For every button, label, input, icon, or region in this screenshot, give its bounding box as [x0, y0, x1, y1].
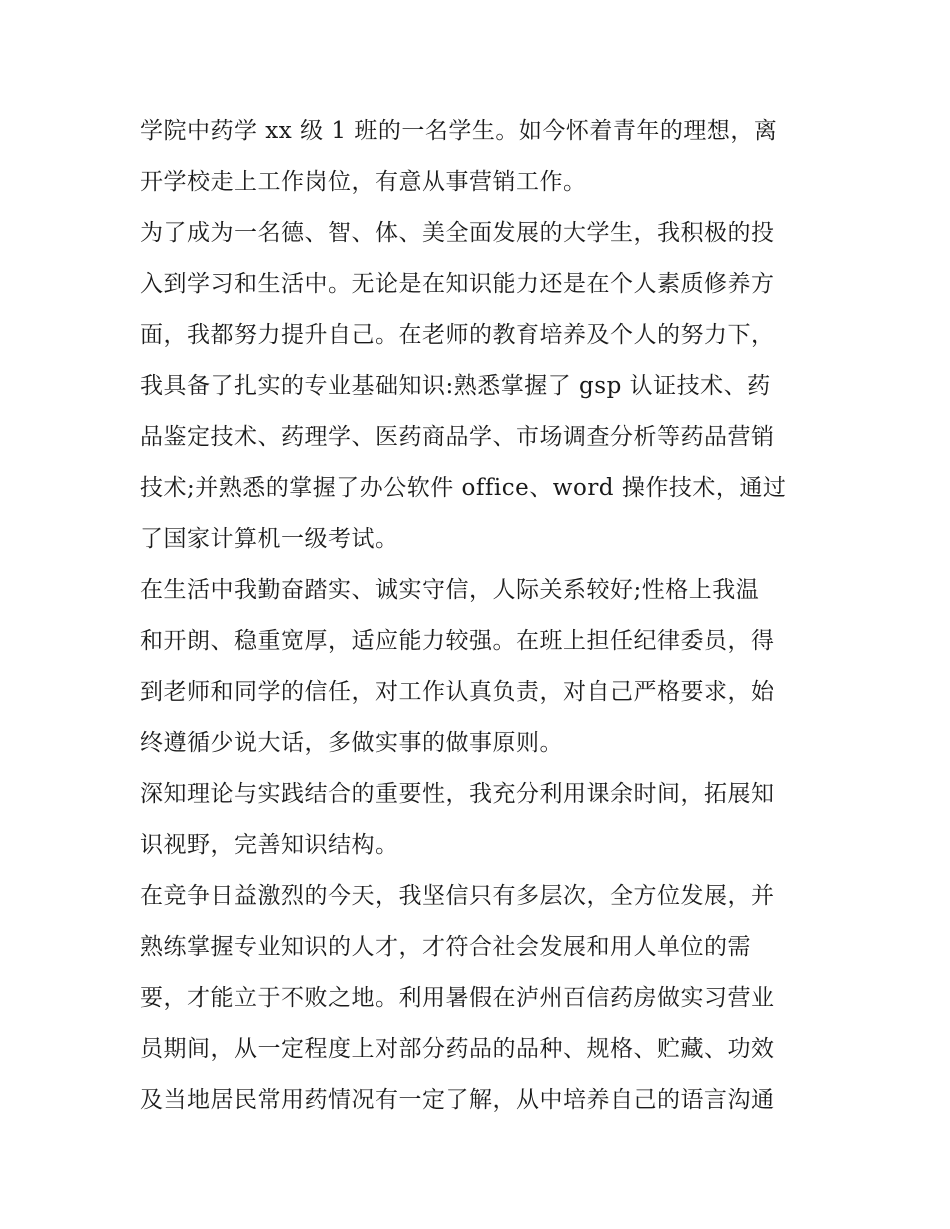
text-line: 在竞争日益激烈的今天，我坚信只有多层次，全方位发展，并 — [140, 883, 775, 909]
text-line: 学院中药学 xx 级 1 班的一名学生。如今怀着青年的理想，离 — [140, 118, 778, 144]
text-line: 及当地居民常用药情况有一定了解，从中培养自己的语言沟通 — [140, 1087, 775, 1113]
body-text — [140, 106, 820, 1126]
text-line: 熟练掌握专业知识的人才，才符合社会发展和用人单位的需 — [140, 934, 751, 960]
text-line: 入到学习和生活中。无论是在知识能力还是在个人素质修养方 — [140, 271, 775, 297]
text-line: 和开朗、稳重宽厚，适应能力较强。在班上担任纪律委员，得 — [140, 628, 775, 654]
text-line: 深知理论与实践结合的重要性，我充分利用课余时间，拓展知 — [140, 781, 775, 807]
text-line: 我具备了扎实的专业基础知识:熟悉掌握了 gsp 认证技术、药 — [140, 373, 771, 399]
text-line: 为了成为一名德、智、体、美全面发展的大学生，我积极的投 — [140, 220, 775, 246]
text-line: 面，我都努力提升自己。在老师的教育培养及个人的努力下， — [140, 322, 775, 348]
text-line: 到老师和同学的信任，对工作认真负责，对自己严格要求，始 — [140, 679, 775, 705]
text-line: 开学校走上工作岗位，有意从事营销工作。 — [140, 169, 587, 195]
text-line: 在生活中我勤奋踏实、诚实守信，人际关系较好;性格上我温 — [140, 577, 760, 603]
text-line: 要，才能立于不败之地。利用暑假在泸州百信药房做实习营业 — [140, 985, 775, 1011]
text-line: 识视野，完善知识结构。 — [140, 832, 399, 858]
text-line: 了国家计算机一级考试。 — [140, 526, 399, 552]
text-line: 品鉴定技术、药理学、医药商品学、市场调查分析等药品营销 — [140, 424, 775, 450]
text-line: 技术;并熟悉的掌握了办公软件 office、word 操作技术，通过 — [140, 475, 787, 501]
text-line: 终遵循少说大话，多做实事的做事原则。 — [140, 730, 563, 756]
text-line: 员期间，从一定程度上对部分药品的品种、规格、贮藏、功效 — [140, 1036, 775, 1062]
